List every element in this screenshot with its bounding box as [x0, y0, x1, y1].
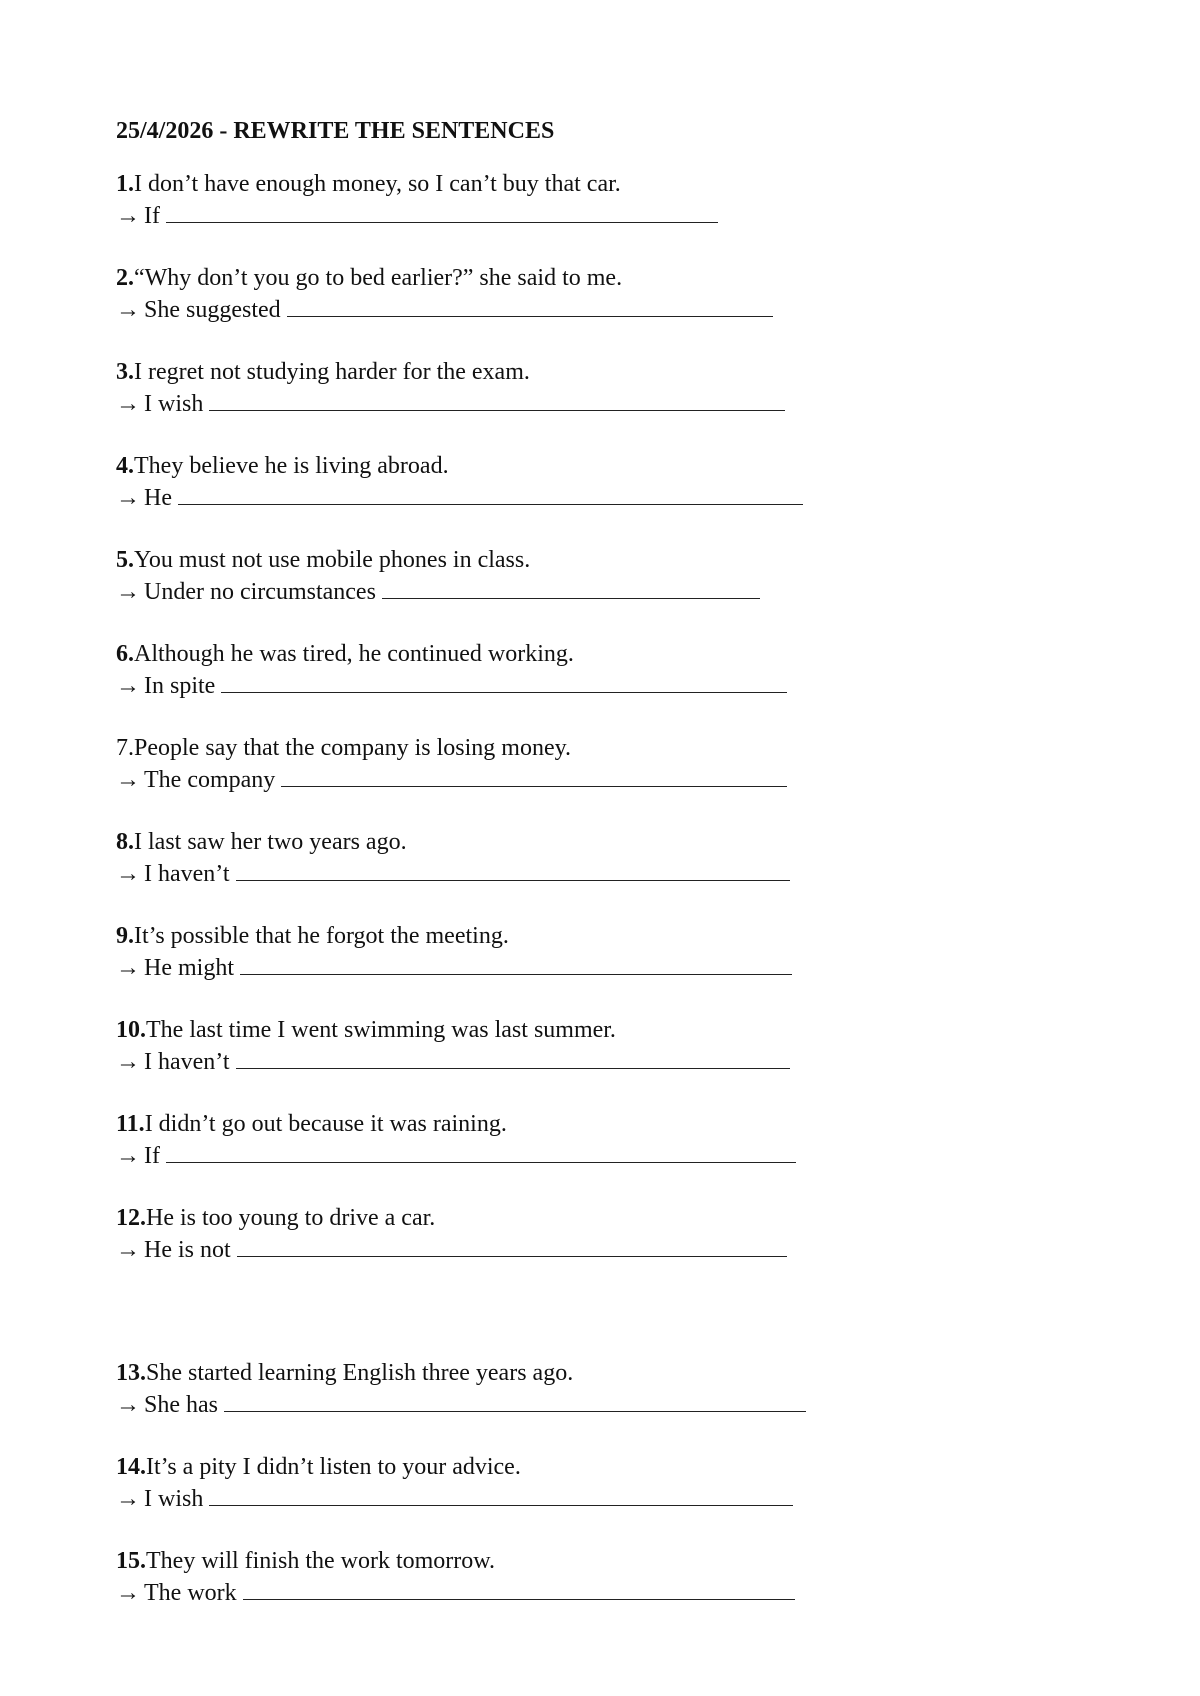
exercise-item-15 — [116, 1545, 1116, 1609]
rewrite-prompt: I wish — [144, 391, 204, 417]
original-sentence — [116, 1014, 1116, 1046]
exercise-item-8 — [116, 826, 1116, 890]
sentence-text: He is too young to drive a car. — [146, 1205, 436, 1231]
rewrite-line — [116, 1046, 1116, 1078]
rewrite-prompt: He might — [144, 955, 234, 981]
rewrite-prompt: She suggested — [144, 297, 281, 323]
rewrite-line — [116, 858, 1116, 890]
rewrite-prompt: If — [144, 203, 160, 229]
exercise-item-3 — [116, 356, 1116, 420]
exercise-item-9 — [116, 920, 1116, 984]
right-arrow-icon: → — [116, 1392, 140, 1418]
right-arrow-icon: → — [116, 1049, 140, 1075]
answer-blank[interactable] — [287, 294, 773, 317]
answer-blank[interactable] — [221, 670, 787, 693]
rewrite-prompt: I haven’t — [144, 1049, 230, 1075]
item-number: 11. — [116, 1111, 145, 1137]
original-sentence — [116, 262, 1116, 294]
answer-blank[interactable] — [166, 200, 718, 223]
original-sentence — [116, 544, 1116, 576]
original-sentence — [116, 1108, 1116, 1140]
sentence-text: It’s possible that he forgot the meeting. — [134, 923, 509, 949]
rewrite-line — [116, 200, 1116, 232]
rewrite-line — [116, 1234, 1116, 1266]
original-sentence — [116, 1451, 1116, 1483]
rewrite-prompt: In spite — [144, 673, 216, 699]
original-sentence — [116, 1202, 1116, 1234]
answer-blank[interactable] — [236, 1046, 790, 1069]
sentence-text: They will finish the work tomorrow. — [146, 1548, 496, 1574]
answer-blank[interactable] — [281, 764, 787, 787]
answer-blank[interactable] — [382, 576, 760, 599]
sentence-text: I regret not studying harder for the exam. — [134, 359, 530, 385]
answer-blank[interactable] — [240, 952, 792, 975]
answer-blank[interactable] — [224, 1389, 806, 1412]
sentence-text: People say that the company is losing money. — [134, 735, 572, 761]
rewrite-prompt: The work — [144, 1580, 237, 1606]
rewrite-prompt: He is not — [144, 1237, 231, 1263]
rewrite-prompt: I wish — [144, 1486, 204, 1512]
exercise-item-5 — [116, 544, 1116, 608]
sentence-text: I didn’t go out because it was raining. — [144, 1111, 507, 1137]
item-number: 9. — [116, 923, 134, 949]
item-number: 7. — [116, 735, 134, 761]
answer-blank[interactable] — [209, 388, 785, 411]
sentence-text: They believe he is living abroad. — [134, 453, 449, 479]
rewrite-prompt: Under no circumstances — [144, 579, 376, 605]
answer-blank[interactable] — [237, 1234, 787, 1257]
item-number: 8. — [116, 829, 134, 855]
original-sentence — [116, 732, 1116, 764]
exercise-item-1 — [116, 168, 1116, 232]
item-number: 5. — [116, 547, 134, 573]
original-sentence — [116, 638, 1116, 670]
rewrite-line — [116, 670, 1116, 702]
original-sentence — [116, 826, 1116, 858]
right-arrow-icon: → — [116, 1580, 140, 1606]
exercise-item-14 — [116, 1451, 1116, 1515]
sentence-text: I last saw her two years ago. — [134, 829, 407, 855]
rewrite-line — [116, 952, 1116, 984]
rewrite-prompt: He — [144, 485, 172, 511]
item-number: 4. — [116, 453, 134, 479]
right-arrow-icon: → — [116, 579, 140, 605]
item-number: 13. — [116, 1360, 146, 1386]
rewrite-line — [116, 1389, 1116, 1421]
right-arrow-icon: → — [116, 673, 140, 699]
item-number: 3. — [116, 359, 134, 385]
sentence-text: The last time I went swimming was last summer. — [146, 1017, 616, 1043]
rewrite-prompt: She has — [144, 1392, 218, 1418]
exercise-item-7 — [116, 732, 1116, 796]
rewrite-prompt: I haven’t — [144, 861, 230, 887]
original-sentence — [116, 920, 1116, 952]
right-arrow-icon: → — [116, 203, 140, 229]
right-arrow-icon: → — [116, 485, 140, 511]
exercise-item-12 — [116, 1202, 1116, 1266]
original-sentence — [116, 168, 1116, 200]
rewrite-line — [116, 294, 1116, 326]
answer-blank[interactable] — [166, 1140, 796, 1163]
right-arrow-icon: → — [116, 955, 140, 981]
original-sentence — [116, 1357, 1116, 1389]
right-arrow-icon: → — [116, 297, 140, 323]
exercise-item-10 — [116, 1014, 1116, 1078]
right-arrow-icon: → — [116, 767, 140, 793]
item-number: 10. — [116, 1017, 146, 1043]
original-sentence — [116, 450, 1116, 482]
answer-blank[interactable] — [209, 1483, 793, 1506]
rewrite-line — [116, 764, 1116, 796]
rewrite-prompt: If — [144, 1143, 160, 1169]
rewrite-line — [116, 1483, 1116, 1515]
item-number: 15. — [116, 1548, 146, 1574]
rewrite-line — [116, 388, 1116, 420]
exercise-item-2 — [116, 262, 1116, 326]
exercise-item-6 — [116, 638, 1116, 702]
item-number: 2. — [116, 265, 134, 291]
right-arrow-icon: → — [116, 1237, 140, 1263]
right-arrow-icon: → — [116, 1486, 140, 1512]
item-number: 6. — [116, 641, 134, 667]
sentence-text: She started learning English three years ago. — [146, 1360, 574, 1386]
rewrite-line — [116, 1577, 1116, 1609]
rewrite-line — [116, 1140, 1116, 1172]
exercise-item-13 — [116, 1357, 1116, 1421]
sentence-text: You must not use mobile phones in class. — [134, 547, 531, 573]
original-sentence — [116, 1545, 1116, 1577]
sentence-text: I don’t have enough money, so I can’t buy that car. — [134, 171, 621, 197]
item-number: 14. — [116, 1454, 146, 1480]
exercise-item-11 — [116, 1108, 1116, 1172]
answer-blank[interactable] — [178, 482, 803, 505]
right-arrow-icon: → — [116, 1143, 140, 1169]
right-arrow-icon: → — [116, 861, 140, 887]
sentence-text: Although he was tired, he continued working. — [134, 641, 574, 667]
answer-blank[interactable] — [243, 1577, 795, 1600]
item-number: 1. — [116, 171, 134, 197]
sentence-text: It’s a pity I didn’t listen to your advice. — [146, 1454, 521, 1480]
original-sentence — [116, 356, 1116, 388]
right-arrow-icon: → — [116, 391, 140, 417]
sentence-text: “Why don’t you go to bed earlier?” she said to me. — [134, 265, 623, 291]
page-title: 25/4/2026 - REWRITE THE SENTENCES — [116, 118, 555, 144]
rewrite-line — [116, 576, 1116, 608]
rewrite-line — [116, 482, 1116, 514]
item-number: 12. — [116, 1205, 146, 1231]
answer-blank[interactable] — [236, 858, 790, 881]
rewrite-prompt: The company — [144, 767, 276, 793]
exercise-item-4 — [116, 450, 1116, 514]
